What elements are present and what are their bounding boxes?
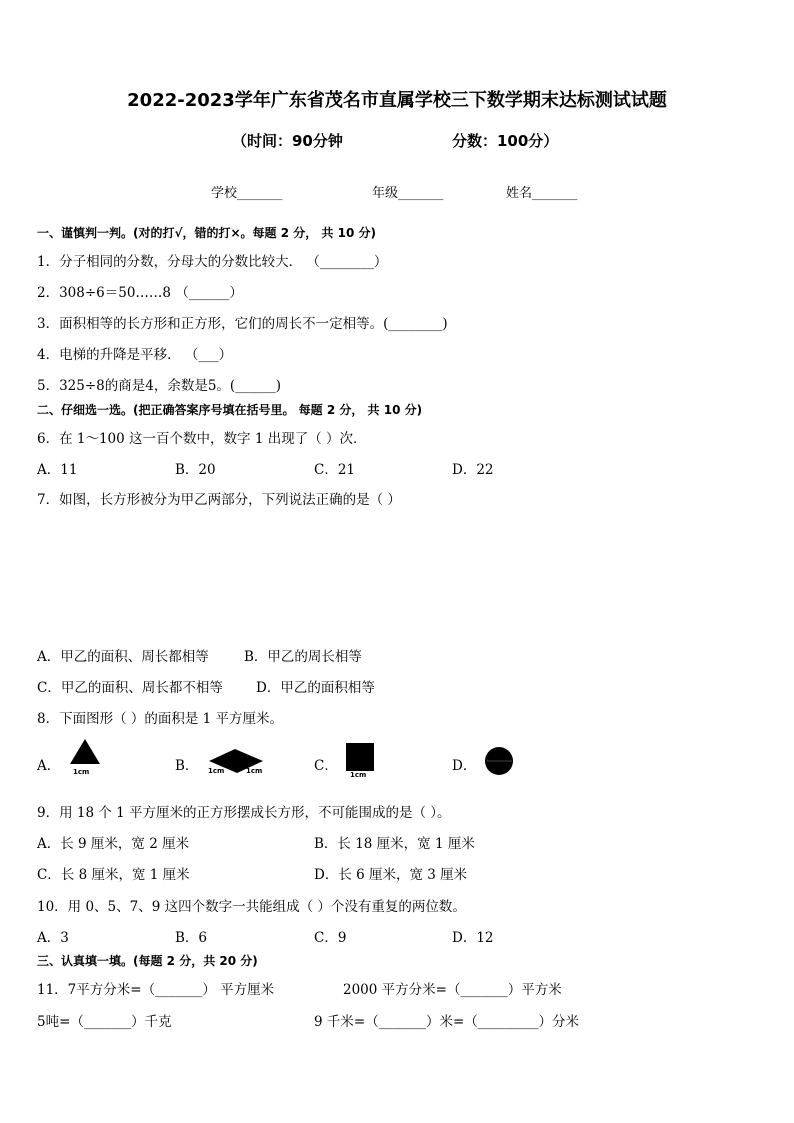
school-field: 学校_______ <box>211 186 283 201</box>
square-shape <box>344 741 376 773</box>
q8-option-b: B． <box>175 758 199 774</box>
name-field: 姓名_______ <box>506 186 578 201</box>
grade-field: 年级_______ <box>372 186 444 201</box>
question-3: 3．面积相等的长方形和正方形，它们的周长不一定相等。(________) <box>37 316 448 332</box>
question-2: 2．308÷6＝50……8 （______） <box>37 285 243 301</box>
q6-option-d: D．22 <box>452 462 494 478</box>
question-11-part-1: 11．7平方分米=（_______） 平方厘米 <box>37 982 275 998</box>
square-label: 1cm <box>350 771 367 779</box>
q10-option-b: B．6 <box>175 930 208 946</box>
question-11-part-3: 5吨=（_______）千克 <box>37 1014 172 1030</box>
circle-shape <box>482 744 516 778</box>
section-1-heading: 一、谨慎判一判。(对的打√，错的打×。每题 2 分， 共 10 分) <box>37 226 376 240</box>
question-7: 7．如图，长方形被分为甲乙两部分，下列说法正确的是（ ） <box>37 492 401 508</box>
question-11-part-4: 9 千米=（_______）米=（_________）分米 <box>314 1014 580 1030</box>
question-4: 4．电梯的升降是平移． （___） <box>37 347 233 363</box>
parallelogram-label-right: 1cm <box>246 767 263 775</box>
q8-option-d: D． <box>452 758 477 774</box>
q10-option-a: A．3 <box>37 930 69 946</box>
q8-option-c: C． <box>314 758 338 774</box>
question-8: 8．下面图形（ ）的面积是 1 平方厘米。 <box>37 711 284 727</box>
q7-option-b: B．甲乙的周长相等 <box>244 649 362 665</box>
q9-option-b: B．长 18 厘米，宽 1 厘米 <box>314 836 475 852</box>
q6-option-a: A．11 <box>37 462 78 478</box>
q6-option-c: C．21 <box>314 462 356 478</box>
section-2-heading: 二、仔细选一选。(把正确答案序号填在括号里。 每题 2 分， 共 10 分) <box>37 403 423 417</box>
q7-option-a: A．甲乙的面积、周长都相等 <box>37 649 209 665</box>
q9-option-d: D．长 6 厘米，宽 3 厘米 <box>314 867 468 883</box>
q10-option-d: D．12 <box>452 930 494 946</box>
question-1: 1．分子相同的分数，分母大的分数比较大． （________） <box>37 254 388 270</box>
triangle-label: 1cm <box>73 768 90 776</box>
question-5: 5．325÷8的商是4，余数是5。(______) <box>37 378 281 394</box>
q7-option-d: D．甲乙的面积相等 <box>256 680 375 696</box>
question-11-part-2: 2000 平方分米=（_______）平方米 <box>343 982 562 998</box>
page-title: 2022-2023学年广东省茂名市直属学校三下数学期末达标测试试题 <box>127 90 667 111</box>
question-10: 10．用 0、5、7、9 这四个数字一共能组成（ ）个没有重复的两位数。 <box>37 899 466 915</box>
section-3-heading: 三、认真填一填。(每题 2 分，共 20 分) <box>37 954 258 968</box>
q6-option-b: B．20 <box>175 462 216 478</box>
q7-option-c: C．甲乙的面积、周长都不相等 <box>37 680 223 696</box>
exam-time: （时间：90分钟 <box>232 132 343 150</box>
q8-option-a: A． <box>37 758 61 774</box>
q10-option-c: C．9 <box>314 930 347 946</box>
question-9: 9．用 18 个 1 平方厘米的正方形摆成长方形，不可能围成的是（ ）。 <box>37 805 451 821</box>
question-6: 6．在 1～100 这一百个数中，数字 1 出现了（ ）次． <box>37 431 367 447</box>
exam-score: 分数：100分） <box>452 132 559 150</box>
q9-option-c: C．长 8 厘米，宽 1 厘米 <box>37 867 190 883</box>
parallelogram-label-left: 1cm <box>208 767 225 775</box>
q9-option-a: A．长 9 厘米，宽 2 厘米 <box>37 836 190 852</box>
